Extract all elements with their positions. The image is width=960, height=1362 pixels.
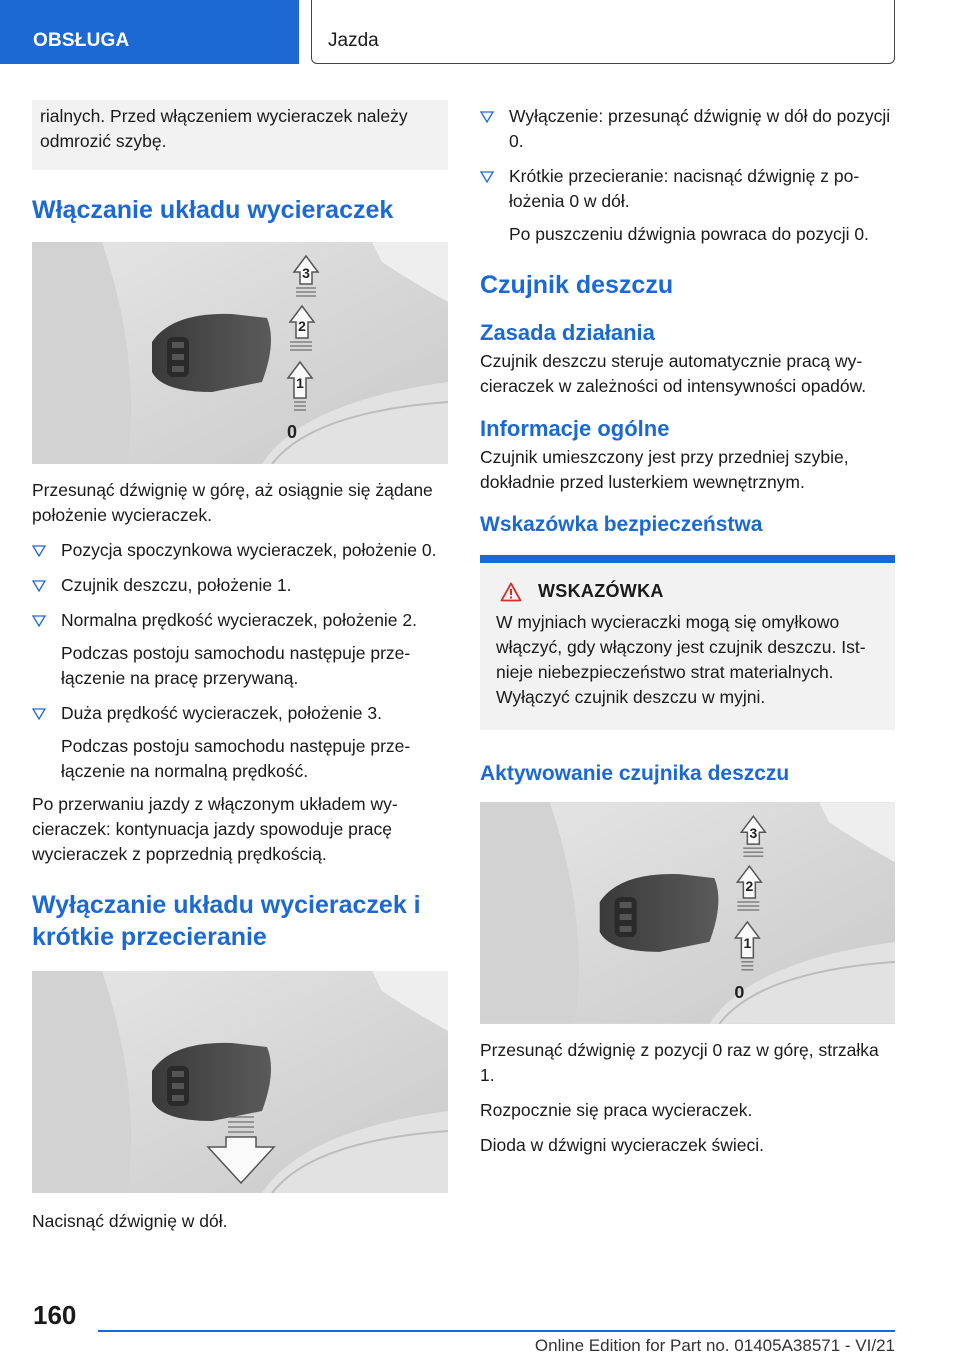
list-item: Duża prędkość wycieraczek, położenie 3. <box>32 701 448 726</box>
warning-text: W myjniach wycieraczki mogą się omyłkowo włączyć, gdy włączony jest czujnik deszczu. Istnieje niebezpieczeństwo strat materialnych. Wyłączyć czujnik deszczu w myjni. <box>496 612 866 707</box>
para-continue: Po przerwaniu jazdy z włączonym układem wycieraczek: kontynuacja jazdy spowoduje pracę wycieraczek z poprzednią prędkością. <box>32 794 398 864</box>
para-principle: Czujnik deszczu steruje automatycznie pracą wycieraczek w zależności od intensywności opadów. <box>480 351 867 396</box>
heading-wiper-on: Włączanie układu wycieraczek <box>32 196 394 224</box>
list-item: Pozycja spoczynkowa wycieraczek, położenie 0. <box>32 538 448 563</box>
page-number: 160 <box>33 1300 77 1330</box>
heading-principle: Zasada działania <box>480 320 655 345</box>
para-push-down: Nacisnąć dźwignię w dół. <box>32 1211 228 1231</box>
footer-edition: Online Edition for Part no. 01405A38571 - VI/21 <box>534 1336 895 1355</box>
triangle-bullet-icon <box>32 580 46 592</box>
triangle-bullet-icon <box>32 615 46 627</box>
heading-rain-sensor: Czujnik deszczu <box>480 271 674 299</box>
fig3-label-1: 1 <box>743 934 752 951</box>
list-item-note: Po puszczeniu dźwignia powraca do pozycji 0. <box>509 224 869 244</box>
positions-list <box>32 538 448 784</box>
warning-bar <box>480 555 895 563</box>
warning-triangle-icon <box>500 582 522 602</box>
warning-block <box>480 555 895 730</box>
para-activate-1: Przesunąć dźwignię z pozycji 0 raz w górę, strzałka 1. <box>480 1040 879 1085</box>
figure-wiper-lever-down <box>32 971 448 1193</box>
triangle-bullet-icon <box>32 545 46 557</box>
footer-divider <box>98 1330 895 1332</box>
heading-activate-rain-sensor: Aktywowanie czujnika deszczu <box>480 762 790 785</box>
intro-box <box>32 100 448 170</box>
fig3-label-2: 2 <box>745 878 754 895</box>
triangle-bullet-icon <box>480 171 494 183</box>
list-item: Wyłączenie: przesunąć dźwignię w dół do pozycji 0. <box>480 104 895 154</box>
list-item: Krótkie przecieranie: nacisnąć dźwignię z położenia 0 w dół. <box>480 164 895 214</box>
list-item-note: Podczas postoju samochodu następuje przełączenie na pracę przerywaną. <box>61 643 411 688</box>
fig1-label-3: 3 <box>302 265 310 281</box>
heading-wiper-off: Wyłączanie układu wycieraczek i krótkie przecieranie <box>32 891 421 951</box>
para-activate-2: Rozpocznie się praca wycieraczek. <box>480 1100 753 1120</box>
list-item-note: Podczas postoju samochodu następuje przełączenie na normalną prędkość. <box>61 736 411 781</box>
triangle-bullet-icon <box>480 111 494 123</box>
list-item: Czujnik deszczu, położenie 1. <box>32 573 448 598</box>
triangle-bullet-icon <box>32 708 46 720</box>
fig3-label-3: 3 <box>749 825 758 842</box>
para-move-up: Przesunąć dźwignię w górę, aż osiągnie się żądane położenie wycieraczek. <box>32 480 433 525</box>
para-activate-3: Dioda w dźwigni wycieraczek świeci. <box>480 1135 764 1155</box>
warning-header <box>496 581 879 602</box>
right-column <box>480 100 895 1158</box>
list-item: Normalna prędkość wycieraczek, położenie 2. <box>32 608 448 633</box>
left-column <box>32 100 448 1234</box>
warning-title: WSKAZÓWKA <box>538 581 664 601</box>
heading-safety: Wskazówka bezpieczeństwa <box>480 513 763 536</box>
fig1-label-2: 2 <box>298 318 306 334</box>
heading-general-info: Informacje ogólne <box>480 416 670 441</box>
para-general-info: Czujnik umieszczony jest przy przedniej szybie, dokładnie przed lusterkiem wewnętrznym. <box>480 447 849 492</box>
fig1-label-1: 1 <box>296 375 304 391</box>
figure-wiper-lever-positions <box>32 242 448 464</box>
warning-box <box>480 563 895 730</box>
section-tab: OBSŁUGA <box>0 0 299 64</box>
intro-text: rialnych. Przed włączeniem wycieraczek należy odmrozić szybę. <box>40 106 408 151</box>
fig1-label-0: 0 <box>286 422 298 442</box>
chapter-title: Jazda <box>311 0 895 64</box>
figure-activate-rain-sensor <box>480 802 895 1024</box>
fig3-label-0: 0 <box>734 981 745 1002</box>
